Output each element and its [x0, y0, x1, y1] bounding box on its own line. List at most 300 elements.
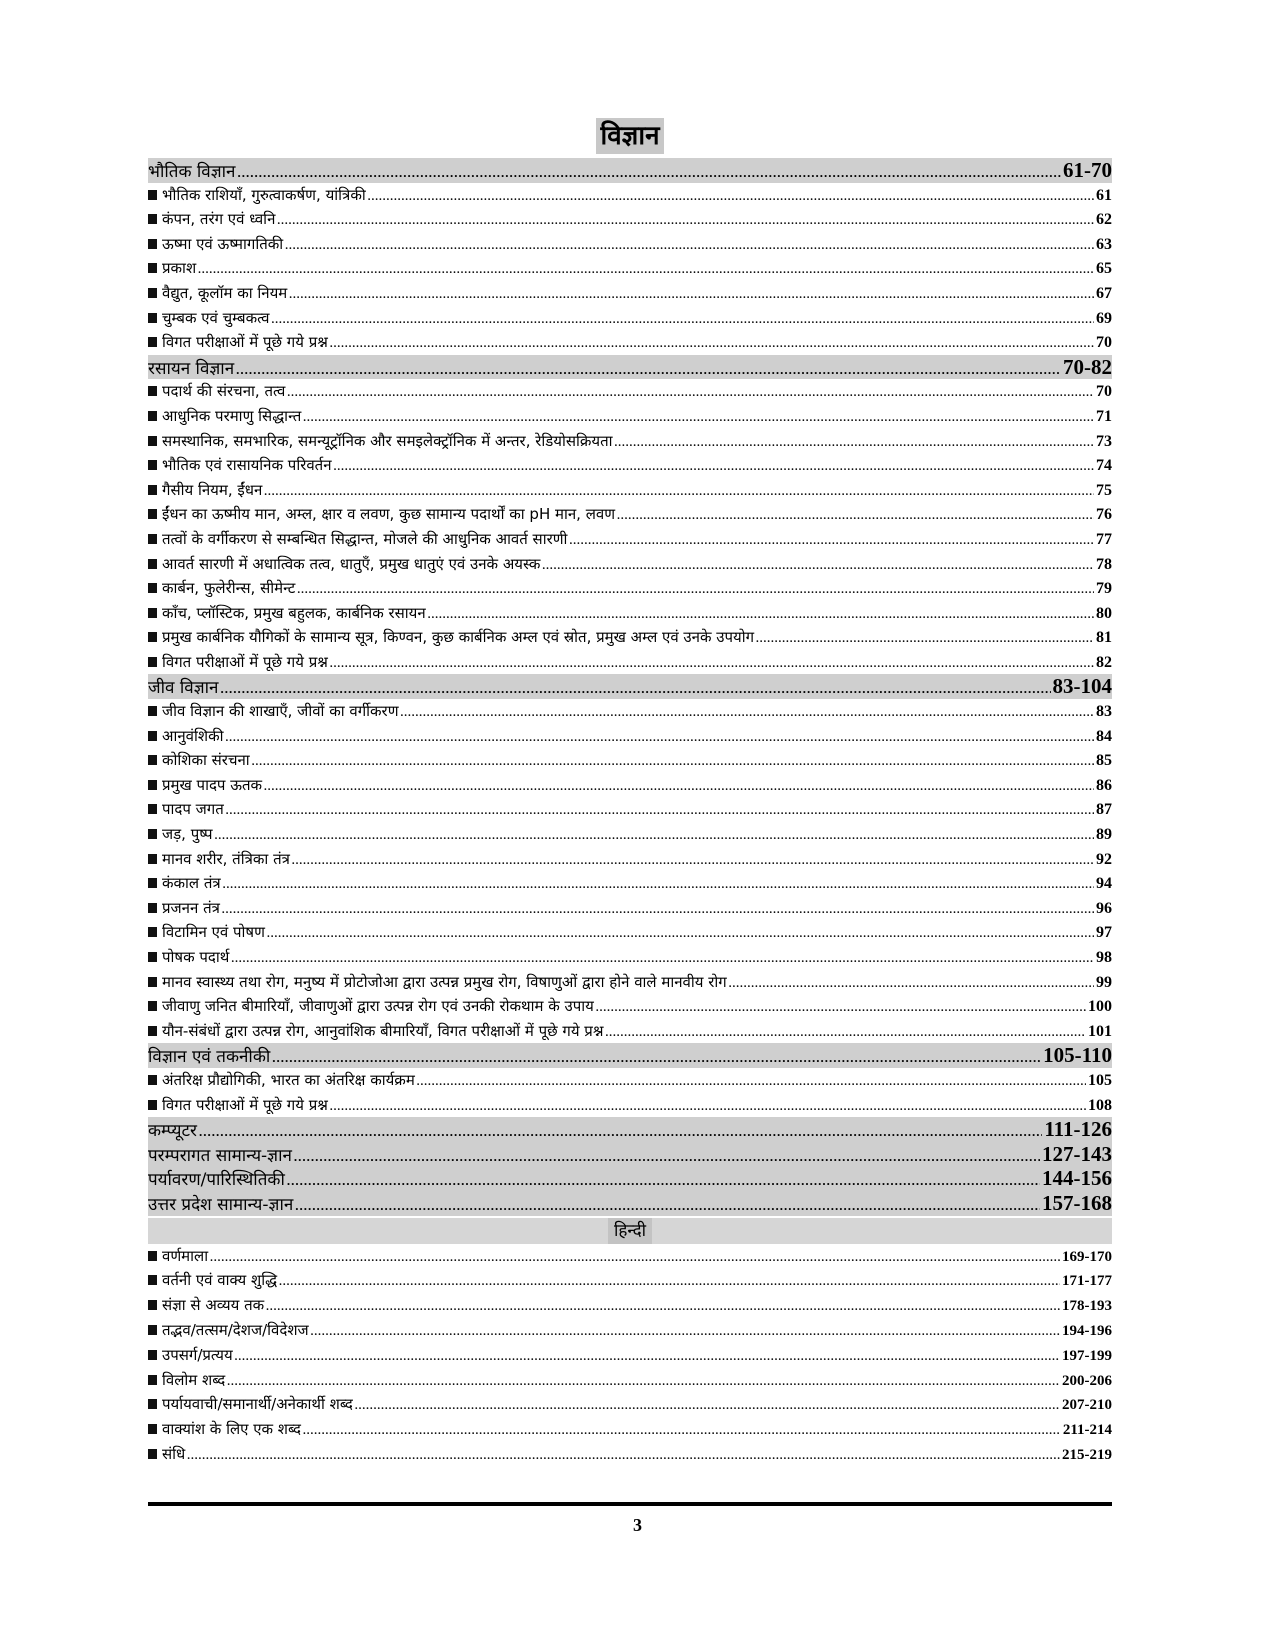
dot-leader: [264, 480, 1094, 503]
entry-text: अंतरिक्ष प्रौद्योगिकी, भारत का अंतरिक्ष कार्यक्रम: [162, 1070, 415, 1089]
hindi-section: [148, 1244, 1112, 1467]
toc-entry-row[interactable]: [148, 724, 1112, 749]
entry-label: [148, 920, 265, 945]
entry-page-number: 89: [1096, 826, 1112, 844]
entry-page-number: 71: [1096, 407, 1112, 425]
toc-entry-row[interactable]: [148, 256, 1112, 281]
entry-text: विगत परीक्षाओं में पूछे गये प्रश्न: [162, 652, 328, 671]
entry-text: आवर्त सारणी में अधात्विक तत्व, धातुएँ, प्रमुख धातुएं एवं उनके अयस्क: [162, 554, 541, 573]
entry-label: [148, 1068, 415, 1093]
entry-page-number: 70: [1096, 334, 1112, 352]
square-bullet-icon: [148, 878, 157, 888]
square-bullet-icon: [148, 1251, 157, 1261]
toc-entry-row[interactable]: [148, 1318, 1112, 1343]
dot-leader: [223, 873, 1094, 896]
square-bullet-icon: [148, 460, 157, 470]
dot-leader: [542, 554, 1094, 577]
dot-leader: [617, 504, 1094, 527]
square-bullet-icon: [148, 239, 157, 249]
entry-label: [148, 699, 399, 724]
square-bullet-icon: [148, 411, 157, 421]
toc-section-row[interactable]: [148, 1142, 1112, 1167]
entry-page-number: 105: [1088, 1071, 1112, 1089]
entry-page-number: 94: [1096, 875, 1112, 893]
toc-entry-row[interactable]: [148, 1268, 1112, 1293]
entry-text: उपसर्ग/प्रत्यय: [162, 1345, 233, 1364]
section-heading: [148, 676, 218, 699]
dot-leader: [252, 750, 1094, 773]
entry-page-number: 75: [1096, 481, 1112, 499]
square-bullet-icon: [148, 1350, 157, 1360]
toc-entry-row[interactable]: [148, 527, 1112, 552]
dot-leader: [267, 922, 1094, 945]
toc-sections: [148, 158, 1112, 1216]
entry-label: [148, 1392, 353, 1417]
entry-text: जीवाणु जनित बीमारियाँ, जीवाणुओं द्वारा उत्पन्न रोग एवं उनकी रोकथाम के उपाय: [162, 997, 594, 1016]
toc-entry-row[interactable]: [148, 1442, 1112, 1467]
entry-text: जड़, पुष्प: [162, 825, 213, 844]
square-bullet-icon: [148, 780, 157, 790]
dot-leader: [417, 1070, 1086, 1093]
entry-page-number: 61: [1096, 186, 1112, 204]
table-of-contents: [148, 118, 1112, 1467]
entry-page-number: 76: [1096, 506, 1112, 524]
toc-entry-row[interactable]: [148, 1392, 1112, 1417]
toc-entry-row[interactable]: [148, 699, 1112, 724]
entry-label: [148, 256, 196, 281]
toc-entry-row[interactable]: [148, 1019, 1112, 1044]
section-heading-text: जीव विज्ञान: [148, 678, 219, 699]
section-heading-text: विज्ञान एवं तकनीकी: [148, 1047, 271, 1068]
toc-entry-row[interactable]: [148, 1293, 1112, 1318]
entry-page-number: 80: [1096, 604, 1112, 622]
square-bullet-icon: [148, 706, 157, 716]
dot-leader: [292, 849, 1094, 872]
entry-label: [148, 1417, 301, 1442]
toc-entry-row[interactable]: [148, 650, 1112, 675]
dot-leader: [198, 258, 1094, 281]
section-heading: [148, 1119, 197, 1142]
entry-page-number: 178-193: [1062, 1298, 1112, 1315]
square-bullet-icon: [148, 1001, 157, 1011]
entry-label: [148, 552, 540, 577]
square-bullet-icon: [148, 1275, 157, 1285]
entry-text: विगत परीक्षाओं में पूछे गये प्रश्न: [162, 333, 328, 352]
entry-label: [148, 797, 224, 822]
entry-label: [148, 478, 262, 503]
entry-label: [148, 281, 287, 306]
toc-entry-row[interactable]: [148, 1093, 1112, 1118]
entry-label: [148, 453, 332, 478]
square-bullet-icon: [148, 657, 157, 667]
entry-page-number: 98: [1096, 949, 1112, 966]
entry-text: गैसीय नियम, ईंधन: [162, 480, 263, 499]
section-heading-text: पर्यावरण/पारिस्थितिकी: [148, 1170, 285, 1191]
hindi-subheading-band: [148, 1218, 1112, 1244]
entry-label: [148, 945, 229, 970]
entry-text: प्रमुख कार्बनिक यौगिकों के सामान्य सूत्र, किण्वन, कुछ कार्बनिक अम्ल एवं स्रोत, प्रमुख अम्ल एवं उनके उपयोग: [162, 628, 755, 647]
toc-entry-row[interactable]: [148, 1368, 1112, 1393]
entry-page-number: 62: [1096, 211, 1112, 229]
dot-leader: [368, 185, 1094, 208]
entry-text: कोशिका संरचना: [162, 751, 250, 770]
dot-leader: [297, 578, 1094, 601]
dot-leader: [729, 972, 1094, 995]
toc-entry-row[interactable]: [148, 306, 1112, 331]
entry-page-number: 85: [1096, 752, 1112, 770]
square-bullet-icon: [148, 1399, 157, 1409]
dot-leader: [615, 431, 1094, 454]
dot-leader: [226, 799, 1094, 822]
section-heading-text: रसायन विज्ञान: [148, 358, 235, 379]
dot-leader: [287, 1169, 1040, 1191]
dot-leader: [311, 1320, 1060, 1343]
square-bullet-icon: [148, 755, 157, 765]
dot-leader: [295, 1194, 1040, 1216]
entry-text: पर्यायवाची/समानार्थी/अनेकार्थी शब्द: [162, 1395, 353, 1414]
square-bullet-icon: [148, 313, 157, 323]
section-heading: [148, 357, 234, 380]
entry-label: [148, 1368, 225, 1393]
section-page-range: 111-126: [1044, 1117, 1112, 1142]
entry-text: मानव शरीर, तंत्रिका तंत्र: [162, 849, 290, 868]
toc-entry-row[interactable]: [148, 281, 1112, 306]
entry-page-number: 73: [1096, 432, 1112, 450]
toc-entry-row[interactable]: [148, 207, 1112, 232]
entry-page-number: 194-196: [1062, 1322, 1112, 1339]
entry-label: [148, 650, 328, 675]
entry-label: [148, 404, 301, 429]
square-bullet-icon: [148, 952, 157, 962]
section-heading-text: कम्प्यूटर: [148, 1121, 197, 1142]
entry-page-number: 74: [1096, 457, 1112, 475]
title-wrap: [148, 118, 1112, 158]
toc-entry-row[interactable]: [148, 502, 1112, 527]
section-heading: [148, 160, 236, 183]
square-bullet-icon: [148, 534, 157, 544]
toc-entry-row[interactable]: [148, 453, 1112, 478]
section-page-range: 83-104: [1052, 674, 1112, 699]
entry-page-number: 92: [1096, 850, 1112, 868]
entry-label: [148, 1318, 309, 1343]
toc-entry-row[interactable]: [148, 945, 1112, 970]
section-heading-text: भौतिक विज्ञान: [148, 162, 236, 182]
toc-section-row[interactable]: [148, 1191, 1112, 1216]
entry-text: मानव स्वास्थ्य तथा रोग, मनुष्य में प्रोटोजोआ द्वारा उत्पन्न प्रमुख रोग, विषाणुओं द्वारा होने वाले मानवीय रोग: [162, 972, 727, 991]
entry-text: भौतिक एवं रासायनिक परिवर्तन: [162, 456, 332, 475]
entry-page-number: 101: [1088, 1022, 1112, 1040]
dot-leader: [605, 1021, 1086, 1044]
square-bullet-icon: [148, 214, 157, 224]
entry-label: [148, 1019, 603, 1044]
toc-entry-row[interactable]: [148, 576, 1112, 601]
dot-leader: [330, 652, 1094, 675]
toc-entry-row[interactable]: [148, 994, 1112, 1019]
square-bullet-icon: [148, 583, 157, 593]
square-bullet-icon: [148, 263, 157, 273]
dot-leader: [355, 1394, 1060, 1417]
dot-leader: [215, 824, 1094, 847]
square-bullet-icon: [148, 1100, 157, 1110]
section-page-range: 127-143: [1042, 1141, 1112, 1166]
toc-entry-row[interactable]: [148, 1417, 1112, 1442]
section-page-range: 61-70: [1063, 158, 1112, 182]
entry-text: विटामिन एवं पोषण: [162, 923, 265, 942]
entry-page-number: 69: [1096, 309, 1112, 327]
dot-leader: [264, 775, 1094, 798]
square-bullet-icon: [148, 386, 157, 396]
entry-text: कंपन, तरंग एवं ध्वनि: [162, 210, 276, 229]
entry-page-number: 78: [1096, 555, 1112, 573]
toc-entry-row[interactable]: [148, 773, 1112, 798]
entry-page-number: 169-170: [1062, 1248, 1112, 1265]
entry-text: संधि: [162, 1444, 186, 1463]
toc-section-row[interactable]: [148, 1117, 1112, 1142]
section-heading-text: परम्परागत सामान्य-ज्ञान: [148, 1145, 292, 1166]
entry-text: तद्भव/तत्सम/देशज/विदेशज: [162, 1320, 309, 1339]
dot-leader: [289, 283, 1094, 306]
square-bullet-icon: [148, 1300, 157, 1310]
page-number: 3: [633, 1515, 642, 1535]
entry-page-number: 67: [1096, 284, 1112, 302]
toc-entry-row[interactable]: [148, 1068, 1112, 1093]
entry-page-number: 96: [1096, 899, 1112, 917]
dot-leader: [226, 726, 1095, 749]
square-bullet-icon: [148, 485, 157, 495]
entry-text: ईंधन का ऊष्मीय मान, अम्ल, क्षार व लवण, कुछ सामान्य पदार्थों का pH मान, लवण: [162, 505, 616, 524]
dot-leader: [271, 308, 1094, 331]
entry-label: [148, 896, 220, 921]
entry-label: [148, 1293, 264, 1318]
entry-page-number: 207-210: [1062, 1397, 1112, 1414]
entry-label: [148, 330, 328, 355]
section-page-range: 157-168: [1042, 1190, 1112, 1215]
entry-label: [148, 1343, 233, 1368]
dot-leader: [277, 209, 1094, 232]
dot-leader: [187, 1444, 1060, 1467]
dot-leader: [330, 332, 1094, 355]
dot-leader: [238, 161, 1062, 183]
entry-label: [148, 1442, 185, 1467]
toc-section-row[interactable]: [148, 355, 1112, 380]
toc-entry-row[interactable]: [148, 1343, 1112, 1368]
toc-entry-row[interactable]: [148, 748, 1112, 773]
section-page-range: 105-110: [1043, 1043, 1112, 1068]
entry-label: [148, 306, 269, 331]
entry-text: प्रमुख पादप ऊतक: [162, 775, 263, 794]
dot-leader: [294, 1145, 1040, 1167]
toc-entry-row[interactable]: [148, 625, 1112, 650]
entry-page-number: 97: [1096, 924, 1112, 942]
entry-label: [148, 724, 224, 749]
section-heading-text: उत्तर प्रदेश सामान्य-ज्ञान: [148, 1194, 294, 1215]
dot-leader: [334, 455, 1094, 478]
dot-leader: [227, 1370, 1060, 1393]
entry-text: पदार्थ की संरचना, तत्व: [162, 382, 286, 401]
toc-section-row[interactable]: [148, 1166, 1112, 1191]
entry-text: विलोम शब्द: [162, 1370, 226, 1389]
toc-entry-row[interactable]: [148, 920, 1112, 945]
entry-page-number: 215-219: [1062, 1446, 1112, 1463]
section-page-range: 70-82: [1063, 354, 1112, 379]
toc-entry-row[interactable]: [148, 404, 1112, 429]
square-bullet-icon: [148, 804, 157, 814]
square-bullet-icon: [148, 559, 157, 569]
entry-page-number: 99: [1096, 973, 1112, 991]
dot-leader: [303, 406, 1094, 429]
entry-label: [148, 207, 275, 232]
entry-label: [148, 379, 285, 404]
entry-text: पोषक पदार्थ: [162, 948, 230, 966]
toc-entry-row[interactable]: [148, 601, 1112, 626]
entry-label: [148, 773, 262, 798]
entry-label: [148, 1244, 208, 1269]
square-bullet-icon: [148, 190, 157, 200]
dot-leader: [279, 1270, 1060, 1293]
toc-entry-row[interactable]: [148, 871, 1112, 896]
entry-text: आनुवंशिकी: [162, 726, 224, 745]
toc-entry-row[interactable]: [148, 379, 1112, 404]
section-heading: [148, 1144, 292, 1167]
entry-text: वर्णमाला: [162, 1246, 209, 1265]
entry-label: [148, 970, 727, 995]
toc-entry-row[interactable]: [148, 183, 1112, 208]
entry-label: [148, 994, 594, 1019]
entry-text: चुम्बक एवं चुम्बकत्व: [162, 308, 270, 327]
dot-leader: [287, 381, 1094, 404]
entry-text: वाक्यांश के लिए एक शब्द: [162, 1420, 301, 1439]
square-bullet-icon: [148, 288, 157, 298]
entry-text: भौतिक राशियाँ, गुरुत्वाकर्षण, यांत्रिकी: [162, 185, 366, 204]
toc-entry-row[interactable]: [148, 847, 1112, 872]
entry-label: [148, 527, 567, 552]
entry-text: ऊष्मा एवं ऊष्मागतिकी: [162, 234, 284, 253]
square-bullet-icon: [148, 977, 157, 987]
entry-page-number: 63: [1096, 235, 1112, 253]
dot-leader: [285, 234, 1094, 257]
square-bullet-icon: [148, 1075, 157, 1085]
toc-entry-row[interactable]: [148, 552, 1112, 577]
toc-section-row[interactable]: [148, 158, 1112, 183]
toc-entry-row[interactable]: [148, 896, 1112, 921]
entry-page-number: 70: [1096, 383, 1112, 401]
dot-leader: [428, 603, 1094, 626]
entry-page-number: 81: [1096, 629, 1112, 647]
entry-text: वैद्युत, कूलॉम का नियम: [162, 283, 288, 302]
entry-page-number: 82: [1096, 653, 1112, 671]
entry-label: [148, 232, 283, 257]
entry-text: यौन-संबंधों द्वारा उत्पन्न रोग, आनुवांशिक बीमारियाँ, विगत परीक्षाओं में पूछे गये प्रश्न: [162, 1021, 604, 1040]
entry-label: [148, 871, 221, 896]
dot-leader: [199, 1120, 1042, 1142]
square-bullet-icon: [148, 1026, 157, 1036]
dot-leader: [756, 627, 1094, 650]
square-bullet-icon: [148, 1424, 157, 1434]
toc-section-row[interactable]: [148, 674, 1112, 699]
square-bullet-icon: [148, 1449, 157, 1459]
entry-label: [148, 822, 213, 847]
dot-leader: [222, 898, 1094, 921]
toc-entry-row[interactable]: [148, 232, 1112, 257]
section-page-range: 144-156: [1042, 1166, 1112, 1191]
toc-entry-row[interactable]: [148, 970, 1112, 995]
entry-text: जीव विज्ञान की शाखाएँ, जीवों का वर्गीकरण: [162, 702, 399, 721]
entry-label: [148, 183, 366, 208]
entry-page-number: 83: [1096, 703, 1112, 721]
dot-leader: [266, 1295, 1060, 1318]
dot-leader: [210, 1246, 1060, 1269]
dot-leader: [231, 947, 1094, 970]
entry-text: वर्तनी एवं वाक्य शुद्धि: [162, 1271, 278, 1290]
entry-page-number: 77: [1096, 530, 1112, 548]
entry-text: पादप जगत: [162, 800, 224, 819]
entry-label: [148, 576, 295, 601]
square-bullet-icon: [148, 632, 157, 642]
entry-text: विगत परीक्षाओं में पूछे गये प्रश्न: [162, 1095, 328, 1114]
entry-page-number: 79: [1096, 580, 1112, 598]
entry-page-number: 100: [1088, 998, 1112, 1016]
toc-entry-row[interactable]: [148, 1244, 1112, 1269]
section-heading: [148, 1193, 293, 1216]
toc-entry-row[interactable]: [148, 330, 1112, 355]
hindi-heading: हिन्दी: [608, 1218, 652, 1244]
entry-label: [148, 1268, 277, 1293]
square-bullet-icon: [148, 829, 157, 839]
square-bullet-icon: [148, 1375, 157, 1385]
entry-label: [148, 748, 250, 773]
entry-page-number: 86: [1096, 776, 1112, 794]
entry-text: प्रकाश: [162, 259, 197, 278]
toc-entry-row[interactable]: [148, 797, 1112, 822]
entry-page-number: 87: [1096, 801, 1112, 819]
toc-entry-row[interactable]: [148, 429, 1112, 454]
entry-text: कंकाल तंत्र: [162, 874, 221, 893]
square-bullet-icon: [148, 509, 157, 519]
section-heading: [148, 1168, 285, 1191]
toc-entry-row[interactable]: [148, 822, 1112, 847]
dot-leader: [272, 1046, 1041, 1068]
dot-leader: [235, 1345, 1060, 1368]
page-title: विज्ञान: [596, 118, 663, 154]
entry-page-number: 211-214: [1062, 1422, 1112, 1439]
entry-label: [148, 601, 426, 626]
entry-label: [148, 429, 613, 454]
dot-leader: [401, 701, 1094, 724]
toc-section-row[interactable]: [148, 1043, 1112, 1068]
entry-label: [148, 625, 754, 650]
entry-label: [148, 1093, 328, 1118]
square-bullet-icon: [148, 903, 157, 913]
entry-text: समस्थानिक, समभारिक, समन्यूट्रॉनिक और समइलेक्ट्रॉनिक में अन्तर, रेडियोसक्रियता: [162, 431, 613, 450]
entry-text: संज्ञा से अव्यय तक: [162, 1296, 265, 1315]
dot-leader: [596, 996, 1086, 1019]
square-bullet-icon: [148, 436, 157, 446]
dot-leader: [236, 358, 1061, 380]
dot-leader: [220, 677, 1050, 699]
footer-rule: [148, 1502, 1112, 1506]
square-bullet-icon: [148, 608, 157, 618]
entry-text: कार्बन, फुलेरीन्स, सीमेन्ट: [162, 579, 296, 598]
entry-page-number: 197-199: [1062, 1347, 1112, 1364]
entry-label: [148, 847, 290, 872]
section-heading: [148, 1045, 270, 1068]
dot-leader: [330, 1095, 1086, 1118]
toc-entry-row[interactable]: [148, 478, 1112, 503]
entry-page-number: 200-206: [1062, 1372, 1112, 1389]
entry-text: प्रजनन तंत्र: [162, 898, 220, 917]
entry-page-number: 65: [1096, 260, 1112, 278]
square-bullet-icon: [148, 1325, 157, 1335]
